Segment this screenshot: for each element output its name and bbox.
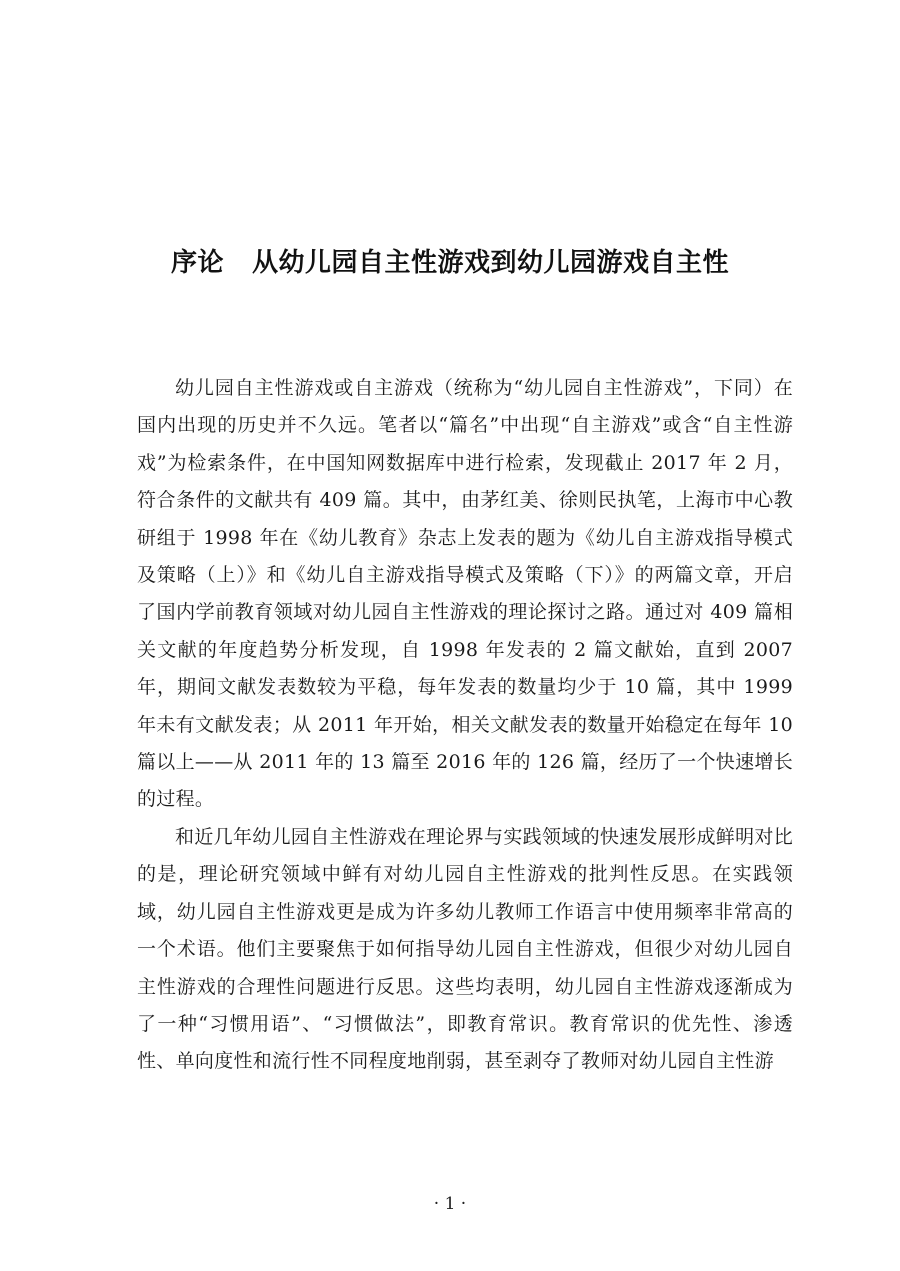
chapter-title-prefix: 序论 bbox=[170, 248, 224, 279]
page-number: · 1 · bbox=[433, 1194, 467, 1214]
chapter-title bbox=[0, 243, 900, 283]
body-text bbox=[137, 370, 793, 1081]
paragraph-1: 幼儿园自主性游戏或自主游戏（统称为“幼儿园自主性游戏”，下同）在国内出现的历史并不久远。笔者以“篇名”中出现“自主游戏”或含“自主性游戏”为检索条件，在中国知网数据库中进行检索，发现截止 2017 年 2 月，符合条件的文献共有 409 篇。其中，由茅红美、徐则民执笔，上海市中心教研组于 1998 年在《幼儿教育》杂志上发表的题为《幼儿自主游戏指导模式及策略（上）》和《幼儿自主游戏指导模式及策略（下）》的两篇文章，开启了国内学前教育领域对幼儿园自主性游戏的理论探讨之路。通过对 409 篇相关文献的年度趋势分析发现，自 1998 年发表的 2 篇文献始，直到 2007 年，期间文献发表数较为平稳，每年发表的数量均少于 10 篇，其中 1999 年未有文献发表；从 2011 年开始，相关文献发表的数量开始稳定在每年 10 篇以上——从 2011 年的 13 篇至 2016 年的 126 篇，经历了一个快速增长的过程。 bbox=[137, 377, 793, 811]
chapter-title-main: 从幼儿园自主性游戏到幼儿园游戏自主性 bbox=[252, 248, 730, 279]
paragraph-2: 和近几年幼儿园自主性游戏在理论界与实践领域的快速发展形成鲜明对比的是，理论研究领域中鲜有对幼儿园自主性游戏的批判性反思。在实践领域，幼儿园自主性游戏更是成为许多幼儿教师工作语言中使用频率非常高的一个术语。他们主要聚焦于如何指导幼儿园自主性游戏，但很少对幼儿园自主性游戏的合理性问题进行反思。这些均表明，幼儿园自主性游戏逐渐成为了一种“习惯用语”、“习惯做法”，即教育常识。教育常识的优先性、渗透性、单向度性和流行性不同程度地削弱，甚至剥夺了教师对幼儿园自主性游 bbox=[137, 825, 793, 1073]
